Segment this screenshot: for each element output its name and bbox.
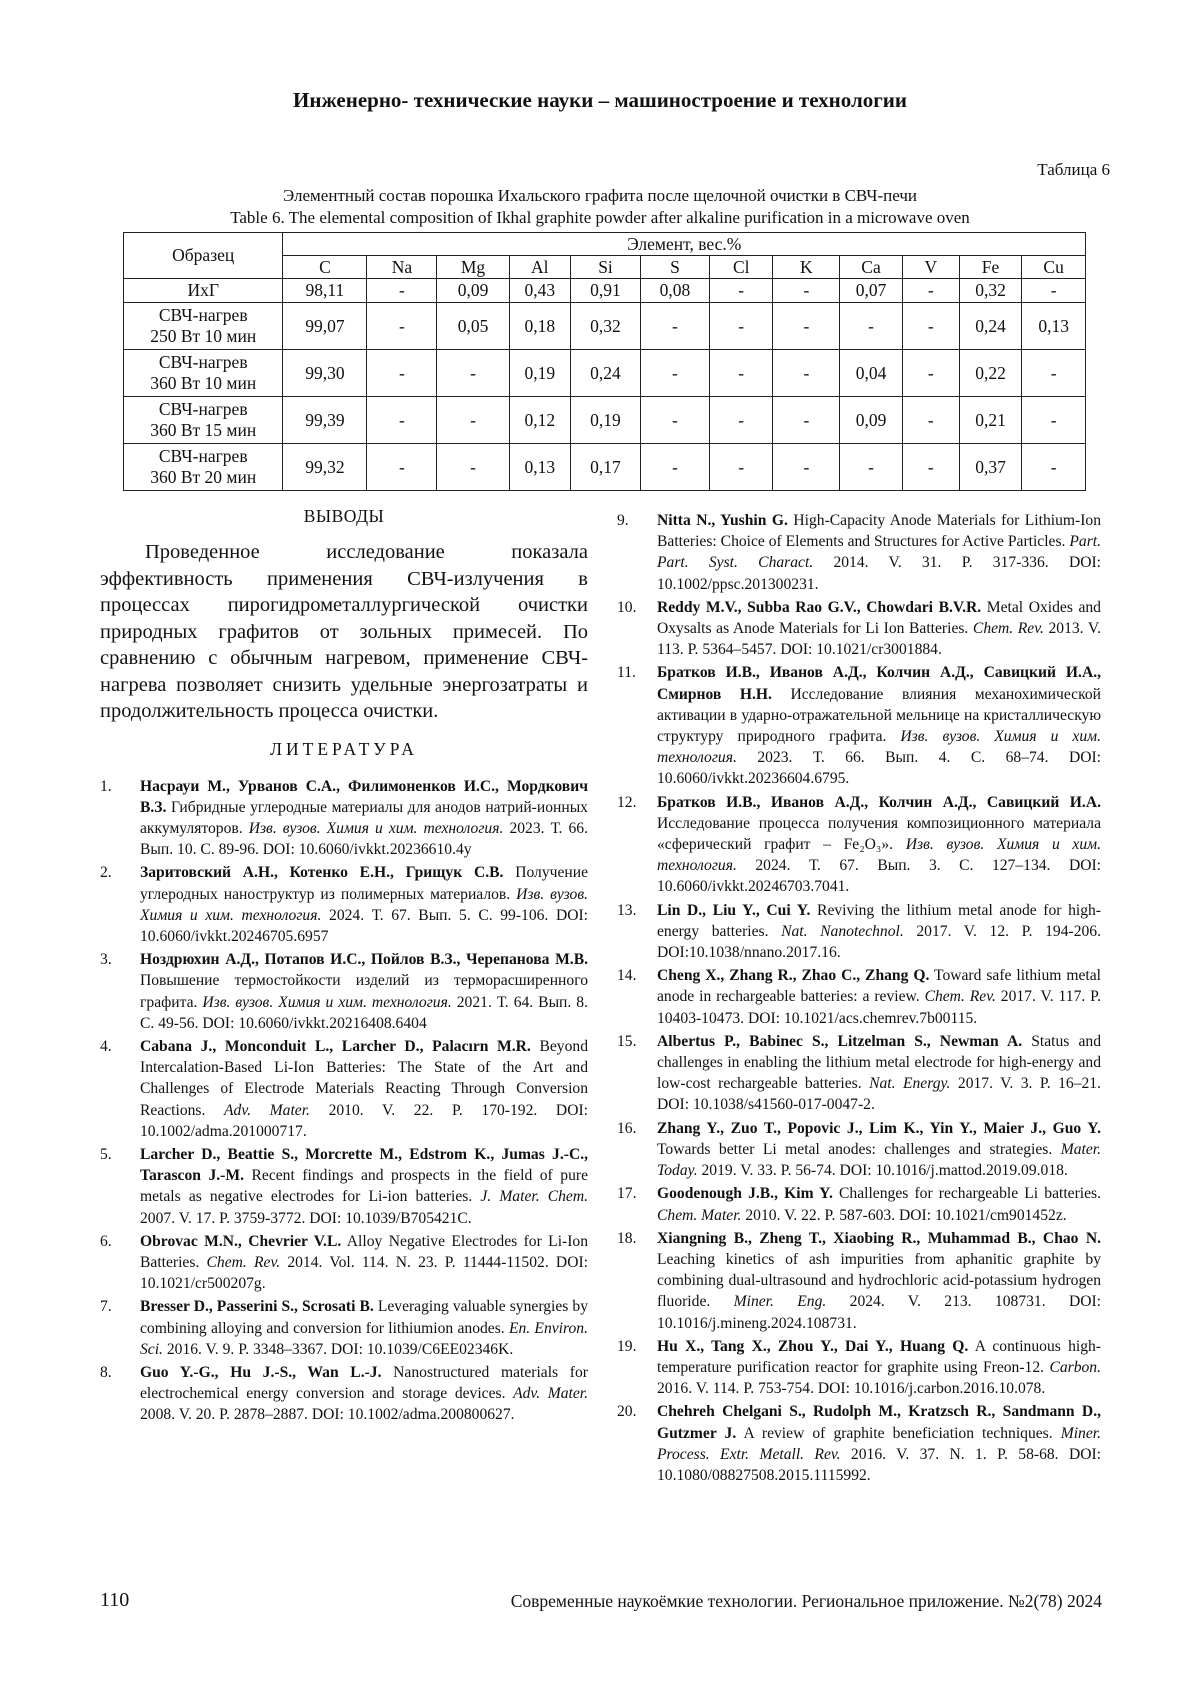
reference-details: 2024. V. 213. 108731. DOI: 10.1016/j.mineng.2024.108731. <box>657 1293 1101 1332</box>
value-cell: - <box>1022 350 1086 397</box>
sample-name: СВЧ-нагрев <box>158 446 248 466</box>
element-header-al: Al <box>509 256 570 279</box>
reference-item <box>617 510 1101 595</box>
reference-details: 2014. Vol. 114. N. 23. P. 11444-11502. DOI: 10.1021/cr500207g. <box>140 1253 588 1293</box>
element-header-c: C <box>283 256 367 279</box>
reference-authors: Obrovac M.N., Chevrier V.L. <box>140 1232 342 1250</box>
element-header-fe: Fe <box>959 256 1021 279</box>
value-cell: - <box>709 444 773 491</box>
reference-details: 2017. V. 117. P. 10403-10473. DOI: 10.1021/acs.chemrev.7b00115. <box>657 988 1102 1027</box>
reference-details: 2023. Т. 66. Вып. 4. С. 68–74. DOI: 10.6060/ivkkt.20236604.6795. <box>657 749 1102 788</box>
value-cell: 99,07 <box>283 303 367 350</box>
sample-conditions: 360 Вт 10 мин <box>150 373 257 393</box>
conclusions-text: Проведенное исследование показала эффективность применения СВЧ-излучения в процессах пирогидрометаллургической очистки природных графитов от зольных примесей. По сравнению с обычным нагревом, применение СВЧ-нагрева позволяет снизить удельные энергозатраты и продолжительность процесса очистки. <box>100 541 588 722</box>
reference-journal: Part. Part. Syst. Charact. <box>657 533 1101 572</box>
reference-details: 2021. Т. 64. Вып. 8. С. 49-56. DOI: 10.6060/ivkkt.20216408.6404 <box>140 993 588 1032</box>
value-cell: 0,19 <box>570 397 640 444</box>
reference-details: 2017. V. 12. P. 194-206. DOI:10.1038/nnano.2017.16. <box>657 922 1101 962</box>
reference-number: 8. <box>100 1363 112 1381</box>
reference-item <box>617 662 1101 789</box>
reference-journal: Adv. Mater. <box>513 1385 588 1403</box>
reference-item <box>100 1144 588 1229</box>
literature-heading: ЛИТЕРАТУРА <box>270 738 418 759</box>
reference-item <box>617 1401 1101 1486</box>
element-header-si: Si <box>570 256 640 279</box>
composition-table <box>123 232 1086 491</box>
table-caption-ru: Элементный состав порошка Ихальского графита после щелочной очистки в СВЧ-печи <box>283 186 917 205</box>
reference-authors: Chehreh Chelgani S., Rudolph M., Kratzsch R., Sandmann D., Gutzmer J. <box>657 1403 1101 1442</box>
reference-item <box>617 1336 1101 1400</box>
reference-journal: Chem. Rev. <box>206 1253 281 1271</box>
reference-details: 2014. V. 31. P. 317-336. DOI: 10.1002/ppsc.201300231. <box>657 554 1101 593</box>
value-cell: - <box>902 444 959 491</box>
left-column <box>100 506 588 1428</box>
reference-title: Повышение термостойкости изделий из терморасширенного графита. <box>140 972 588 1011</box>
reference-number: 17. <box>617 1185 637 1203</box>
reference-authors: Nitta N., Yushin G. <box>657 512 788 529</box>
reference-number: 2. <box>100 864 112 882</box>
reference-number: 13. <box>617 901 637 919</box>
reference-number: 10. <box>617 598 637 616</box>
reference-journal: Изв. вузов. Химия и хим. технология. <box>248 819 504 837</box>
reference-authors: Hu X., Tang X., Zhou Y., Dai Y., Huang Q. <box>657 1337 969 1355</box>
reference-list-right <box>617 510 1101 1486</box>
reference-title: Challenges for rechargeable Li batteries. <box>839 1185 1101 1203</box>
sample-cell <box>124 444 283 491</box>
reference-title: Leveraging valuable synergies by combining alloying and conversion for lithiumion anodes. <box>140 1298 588 1337</box>
reference-number: 6. <box>100 1232 112 1250</box>
value-cell: - <box>437 350 509 397</box>
value-cell: - <box>1022 397 1086 444</box>
reference-details: 2010. V. 22. P. 587-603. DOI: 10.1021/cm901452z. <box>745 1206 1067 1224</box>
reference-number: 1. <box>100 777 112 795</box>
value-cell: 0,04 <box>840 350 902 397</box>
reference-item <box>100 1296 588 1360</box>
reference-journal: Miner. Eng. <box>733 1293 827 1311</box>
value-cell: 0,07 <box>840 279 902 303</box>
sample-column-header: Образец <box>124 233 283 279</box>
value-cell: - <box>437 397 509 444</box>
value-cell: 0,32 <box>570 303 640 350</box>
value-cell: - <box>840 303 902 350</box>
value-cell: - <box>367 303 437 350</box>
reference-details: 2024. Т. 67. Вып. 5. С. 99-106. DOI: 10.6060/ivkkt.20246705.6957 <box>140 906 588 945</box>
table-caption-en: Table 6. The elemental composition of Ikhal graphite powder after alkaline purification in a microwave oven <box>230 208 970 227</box>
table-row <box>124 397 1086 444</box>
value-cell: 98,11 <box>283 279 367 303</box>
reference-journal: Mater. Today. <box>657 1140 1101 1180</box>
reference-title: Towards better Li metal anodes: challenges and strategies. <box>657 1140 1053 1158</box>
value-cell: 0,24 <box>959 303 1021 350</box>
element-header-na: Na <box>367 256 437 279</box>
reference-authors: Насрауи М., Урванов С.А., Филимоненков И.С., Мордкович В.З. <box>140 777 588 816</box>
reference-number: 15. <box>617 1032 637 1050</box>
reference-authors: Lin D., Liu Y., Cui Y. <box>657 901 811 919</box>
value-cell: - <box>773 279 840 303</box>
reference-authors: Братков И.В., Иванов А.Д., Колчин А.Д., Савицкий И.А. <box>657 793 1101 811</box>
reference-journal: Chem. Mater. <box>657 1206 742 1224</box>
reference-journal: Изв. вузов. Химия и хим. технология. <box>202 993 452 1011</box>
reference-journal: J. Mater. Chem. <box>480 1188 588 1206</box>
value-cell: - <box>773 350 840 397</box>
element-header-s: S <box>641 256 710 279</box>
reference-item <box>617 965 1101 1029</box>
reference-authors: Goodenough J.B., Kim Y. <box>657 1185 833 1203</box>
sample-conditions: 360 Вт 20 мин <box>150 467 257 487</box>
reference-authors: Ноздрюхин А.Д., Потапов И.С., Пойлов В.З., Черепанова М.В. <box>140 951 588 969</box>
reference-journal: Carbon. <box>1049 1358 1101 1376</box>
value-cell: 0,05 <box>437 303 509 350</box>
value-cell: - <box>367 397 437 444</box>
value-cell: 0,17 <box>570 444 640 491</box>
reference-authors: Larcher D., Beattie S., Morcrette M., Edstrom K., Jumas J.-C., Tarascon J.-M. <box>140 1145 588 1185</box>
reference-item <box>617 1228 1101 1334</box>
reference-title: Status and challenges in enabling the lithium metal electrode for high-energy and low-cost rechargeable batteries. <box>657 1032 1101 1093</box>
reference-details: 2016. V. 114. P. 753-754. DOI: 10.1016/j.carbon.2016.10.078. <box>657 1380 1046 1398</box>
reference-title: Alloy Negative Electrodes for Li-Ion Batteries. <box>140 1232 588 1271</box>
value-cell: 0,09 <box>437 279 509 303</box>
value-cell: - <box>773 444 840 491</box>
reference-journal: Chem. Rev. <box>924 988 996 1006</box>
value-cell: 0,37 <box>959 444 1021 491</box>
reference-item <box>100 1036 588 1142</box>
value-cell: 0,12 <box>509 397 570 444</box>
value-cell: 0,21 <box>959 397 1021 444</box>
reference-journal: En. Environ. Sci. <box>140 1319 588 1358</box>
reference-item <box>100 949 588 1034</box>
reference-title: A review of graphite beneficiation techniques. <box>743 1424 1053 1442</box>
reference-title: Beyond Intercalation-Based Li-Ion Batteries: The State of the Art and Challenges of Electrode Materials Reacting Through Conversion Reactions. <box>140 1037 588 1119</box>
table-row <box>124 350 1086 397</box>
conclusions-heading: ВЫВОДЫ <box>303 506 385 526</box>
reference-item <box>617 792 1101 898</box>
reference-details: 2024. Т. 67. Вып. 3. С. 127–134. DOI: 10.6060/ivkkt.20246703.7041. <box>657 857 1101 896</box>
element-header-mg: Mg <box>437 256 509 279</box>
element-group-header: Элемент, вес.% <box>283 233 1086 256</box>
reference-title: Исследование влияния механохимической активации в ударно-отражательной мельнице на кристаллическую структуру природного графита. <box>657 685 1101 746</box>
reference-number: 12. <box>617 793 637 811</box>
value-cell: 0,09 <box>840 397 902 444</box>
value-cell: 0,32 <box>959 279 1021 303</box>
value-cell: - <box>367 350 437 397</box>
reference-number: 3. <box>100 951 112 969</box>
reference-details: 2019. V. 33. P. 56-74. DOI: 10.1016/j.mattod.2019.09.018. <box>701 1162 1068 1180</box>
table-label: Таблица 6 <box>1037 160 1110 179</box>
value-cell: 0,22 <box>959 350 1021 397</box>
sample-name: СВЧ-нагрев <box>158 305 248 325</box>
sample-name: СВЧ-нагрев <box>158 399 248 419</box>
value-cell: - <box>773 397 840 444</box>
reference-authors: Reddy M.V., Subba Rao G.V., Chowdari B.V.R. <box>657 598 982 616</box>
sample-cell <box>124 279 283 303</box>
reference-details: 2016. V. 9. P. 3348–3367. DOI: 10.1039/C6EE02346K. <box>166 1340 514 1358</box>
reference-journal: Nat. Energy. <box>869 1075 951 1093</box>
value-cell: 0,13 <box>509 444 570 491</box>
value-cell: 0,24 <box>570 350 640 397</box>
value-cell: - <box>437 444 509 491</box>
reference-title: Toward safe lithium metal anode in rechargeable batteries: a review. <box>657 967 1101 1006</box>
table-row <box>124 444 1086 491</box>
reference-journal: Nat. Nanotechnol. <box>781 922 904 940</box>
reference-authors: Заритовский А.Н., Котенко Е.Н., Грищук С.В. <box>140 864 504 882</box>
reference-authors: Cheng X., Zhang R., Zhao C., Zhang Q. <box>657 967 930 985</box>
reference-authors: Xiangning B., Zheng T., Xiaobing R., Muhammad B., Chao N. <box>657 1229 1101 1247</box>
reference-title: Гибридные углеродные материалы для анодов натрий-ионных аккумуляторов. <box>140 798 588 837</box>
running-head: Инженерно- технические науки – машиностроение и технологии <box>293 88 907 112</box>
element-header-cu: Cu <box>1022 256 1086 279</box>
reference-number: 19. <box>617 1337 637 1355</box>
reference-item <box>617 1118 1101 1182</box>
reference-authors: Cabana J., Monconduit L., Larcher D., Palacırn M.R. <box>140 1037 531 1055</box>
reference-authors: Zhang Y., Zuo T., Popovic J., Lim K., Yin Y., Maier J., Guo Y. <box>657 1119 1101 1137</box>
reference-details: 2008. V. 20. P. 2878–2887. DOI: 10.1002/adma.200800627. <box>140 1406 515 1424</box>
reference-number: 16. <box>617 1119 637 1137</box>
element-header-cl: Cl <box>709 256 773 279</box>
reference-number: 18. <box>617 1229 637 1247</box>
value-cell: - <box>709 350 773 397</box>
value-cell: 0,08 <box>641 279 710 303</box>
reference-details: 2013. V. 113. P. 5364–5457. DOI: 10.1021/cr3001884. <box>657 620 1101 659</box>
table-row <box>124 279 1086 303</box>
reference-journal: Miner. Process. Extr. Metall. Rev. <box>657 1424 1101 1463</box>
reference-authors: Albertus P., Babinec S., Litzelman S., Newman A. <box>657 1032 1023 1050</box>
value-cell: - <box>641 303 710 350</box>
reference-journal: Chem. Rev. <box>972 620 1044 638</box>
value-cell: - <box>840 444 902 491</box>
reference-title: Recent findings and prospects in the field of pure metals as negative electrodes for Li-ion batteries. <box>140 1167 588 1206</box>
value-cell: 99,39 <box>283 397 367 444</box>
reference-journal: Изв. вузов. Химия и хим. технология. <box>657 728 1101 767</box>
reference-title: High-Capacity Anode Materials for Lithium-Ion Batteries: Choice of Elements and Structures for Active Particles. <box>657 512 1102 551</box>
element-header-v: V <box>902 256 959 279</box>
reference-number: 11. <box>617 664 636 682</box>
reference-list-left <box>100 776 588 1426</box>
sample-conditions: 360 Вт 15 мин <box>150 420 257 440</box>
value-cell: - <box>641 397 710 444</box>
sample-name: СВЧ-нагрев <box>158 352 248 372</box>
reference-number: 7. <box>100 1298 112 1316</box>
reference-title: Получение углеродных наноструктур из полимерных материалов. <box>140 864 588 903</box>
sample-conditions: 250 Вт 10 мин <box>150 326 257 346</box>
element-header-ca: Ca <box>840 256 902 279</box>
value-cell: 0,19 <box>509 350 570 397</box>
reference-details: 2007. V. 17. P. 3759-3772. DOI: 10.1039/B705421C. <box>140 1209 472 1227</box>
value-cell: - <box>709 279 773 303</box>
value-cell: 0,43 <box>509 279 570 303</box>
value-cell: 99,30 <box>283 350 367 397</box>
reference-journal: Изв. вузов. Химия и хим. технология. <box>657 836 1101 875</box>
reference-details: 2023. Т. 66. Вып. 10. С. 89-96. DOI: 10.6060/ivkkt.20236610.4y <box>140 819 588 859</box>
sample-name: ИхГ <box>187 280 219 300</box>
element-header-k: K <box>773 256 840 279</box>
reference-item <box>100 862 588 947</box>
reference-title: Исследование процесса получения композиционного материала «сферический графит – Fe₂O₃». <box>657 814 1101 854</box>
reference-details: 2017. V. 3. P. 16–21. DOI: 10.1038/s41560-017-0047-2. <box>657 1075 1101 1114</box>
reference-details: 2010. V. 22. P. 170-192. DOI: 10.1002/adma.201000717. <box>140 1101 588 1140</box>
reference-authors: Bresser D., Passerini S., Scrosati B. <box>140 1298 374 1316</box>
reference-details: 2016. V. 37. N. 1. P. 58-68. DOI: 10.1080/08827508.2015.1115992. <box>657 1445 1101 1484</box>
reference-item <box>617 597 1101 661</box>
value-cell: - <box>367 444 437 491</box>
value-cell: 99,32 <box>283 444 367 491</box>
reference-authors: Братков И.В., Иванов А.Д., Колчин А.Д., Савицкий И.А., Смирнов Н.Н. <box>657 664 1101 703</box>
journal-footer: Современные наукоёмкие технологии. Региональное приложение. №2(78) 2024 <box>510 1591 1102 1611</box>
value-cell: - <box>709 397 773 444</box>
reference-item <box>617 1183 1101 1225</box>
value-cell: - <box>641 444 710 491</box>
value-cell: - <box>641 350 710 397</box>
sample-cell <box>124 397 283 444</box>
value-cell: - <box>902 303 959 350</box>
reference-number: 20. <box>617 1403 637 1421</box>
value-cell: - <box>1022 279 1086 303</box>
reference-journal: Adv. Mater. <box>224 1101 310 1119</box>
value-cell: - <box>902 350 959 397</box>
value-cell: 0,91 <box>570 279 640 303</box>
reference-title: A continuous high-temperature purification reactor for graphite using Freon-12. <box>657 1337 1101 1376</box>
reference-number: 5. <box>100 1145 112 1163</box>
value-cell: - <box>1022 444 1086 491</box>
value-cell: - <box>773 303 840 350</box>
value-cell: - <box>709 303 773 350</box>
table-row <box>124 303 1086 350</box>
value-cell: 0,18 <box>509 303 570 350</box>
sample-cell <box>124 350 283 397</box>
value-cell: - <box>367 279 437 303</box>
reference-authors: Guo Y.-G., Hu J.-S., Wan L.-J. <box>140 1363 382 1381</box>
right-column <box>617 510 1101 1488</box>
reference-item <box>100 1231 588 1295</box>
reference-item <box>617 900 1101 964</box>
reference-item <box>617 1031 1101 1116</box>
reference-number: 4. <box>100 1037 112 1055</box>
reference-journal: Изв. вузов. Химия и хим. технология. <box>140 885 588 924</box>
sample-cell <box>124 303 283 350</box>
reference-item <box>100 1362 588 1426</box>
value-cell: - <box>902 397 959 444</box>
page-number: 110 <box>100 1589 130 1611</box>
reference-number: 14. <box>617 967 637 985</box>
reference-title: Nanostructured materials for electrochemical energy conversion and storage devices. <box>140 1363 588 1403</box>
reference-title: Metal Oxides and Oxysalts as Anode Materials for Li Ion Batteries. <box>657 598 1101 638</box>
reference-number: 9. <box>617 512 629 529</box>
reference-title: Reviving the lithium metal anode for high-energy batteries. <box>657 901 1101 940</box>
reference-title: Leaching kinetics of ash impurities from aphanitic graphite by combining dual-ultrasound and hydrochloric acid-potassium hydrogen fluoride. <box>657 1250 1101 1311</box>
value-cell: - <box>902 279 959 303</box>
reference-item <box>100 776 588 861</box>
value-cell: 0,13 <box>1022 303 1086 350</box>
